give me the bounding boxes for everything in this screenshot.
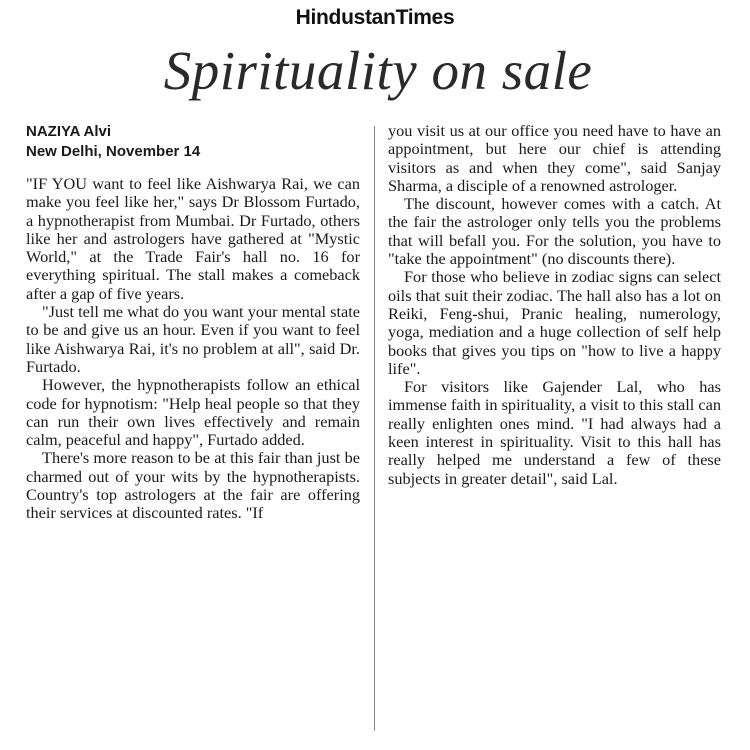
article-paragraph: "IF YOU want to feel like Aishwarya Rai, we can make you feel like her," says Dr Blossom Furtado, a hypnotherapist from Mumbai. Dr Furtado, others like her and astrologers have gathered at "Mystic World," at the Trade Fair's hall no. 16 for everything spiritual. The stall makes a comeback after a gap of five years. [26,174,360,303]
newspaper-masthead: HindustanTimes [295,6,455,29]
article-paragraph: "Just tell me what do you want your mental state to be and give us an hour. Even if you want to feel like Aishwarya Rai, it's no problem at all", said Dr. Furtado. [26,302,360,376]
column-divider [374,126,375,731]
article-column-right [388,122,721,488]
article-paragraph: However, the hypnotherapists follow an ethical code for hypnotism: "Help heal people so that they can run their own lives effectively and remain calm, peaceful and happy", Furtado added. [26,375,360,450]
article-headline: Spirituality on sale [163,40,593,101]
article-paragraph: you visit us at our office you need have to have an appointment, but here our chief is attending visitors as and when they come", said Sanjay Sharma, a disciple of a renowned astrologer. [388,121,721,195]
article-paragraph: The discount, however comes with a catch. At the fair the astrologer only tells you the problems that will befall you. For the solution, you have to "take the appointment" (no discounts there). [388,194,721,269]
byline-dateline: New Delhi, November 14 [26,143,201,160]
article-column-left [26,122,360,523]
byline-author: NAZIYA Alvi [26,123,112,140]
article-paragraph: For those who believe in zodiac signs can select oils that suit their zodiac. The hall also has a lot on Reiki, Feng-shui, Pranic healing, numerology, yoga, mediation and a huge collection of self help books that gives you tips on "how to live a happy life". [388,267,721,378]
article-paragraph: There's more reason to be at this fair than just be charmed out of your wits by the hypnotherapists. Country's top astrologers at the fair are offering their services at discounted rates. "If [26,448,360,523]
article-paragraph: For visitors like Gajender Lal, who has immense faith in spirituality, a visit to this stall can really enlighten ones mind. "I had always had a keen interest in spirituality. Visit to this hall has really helped me understand a few of these subjects in greater detail", said Lal. [388,377,721,488]
